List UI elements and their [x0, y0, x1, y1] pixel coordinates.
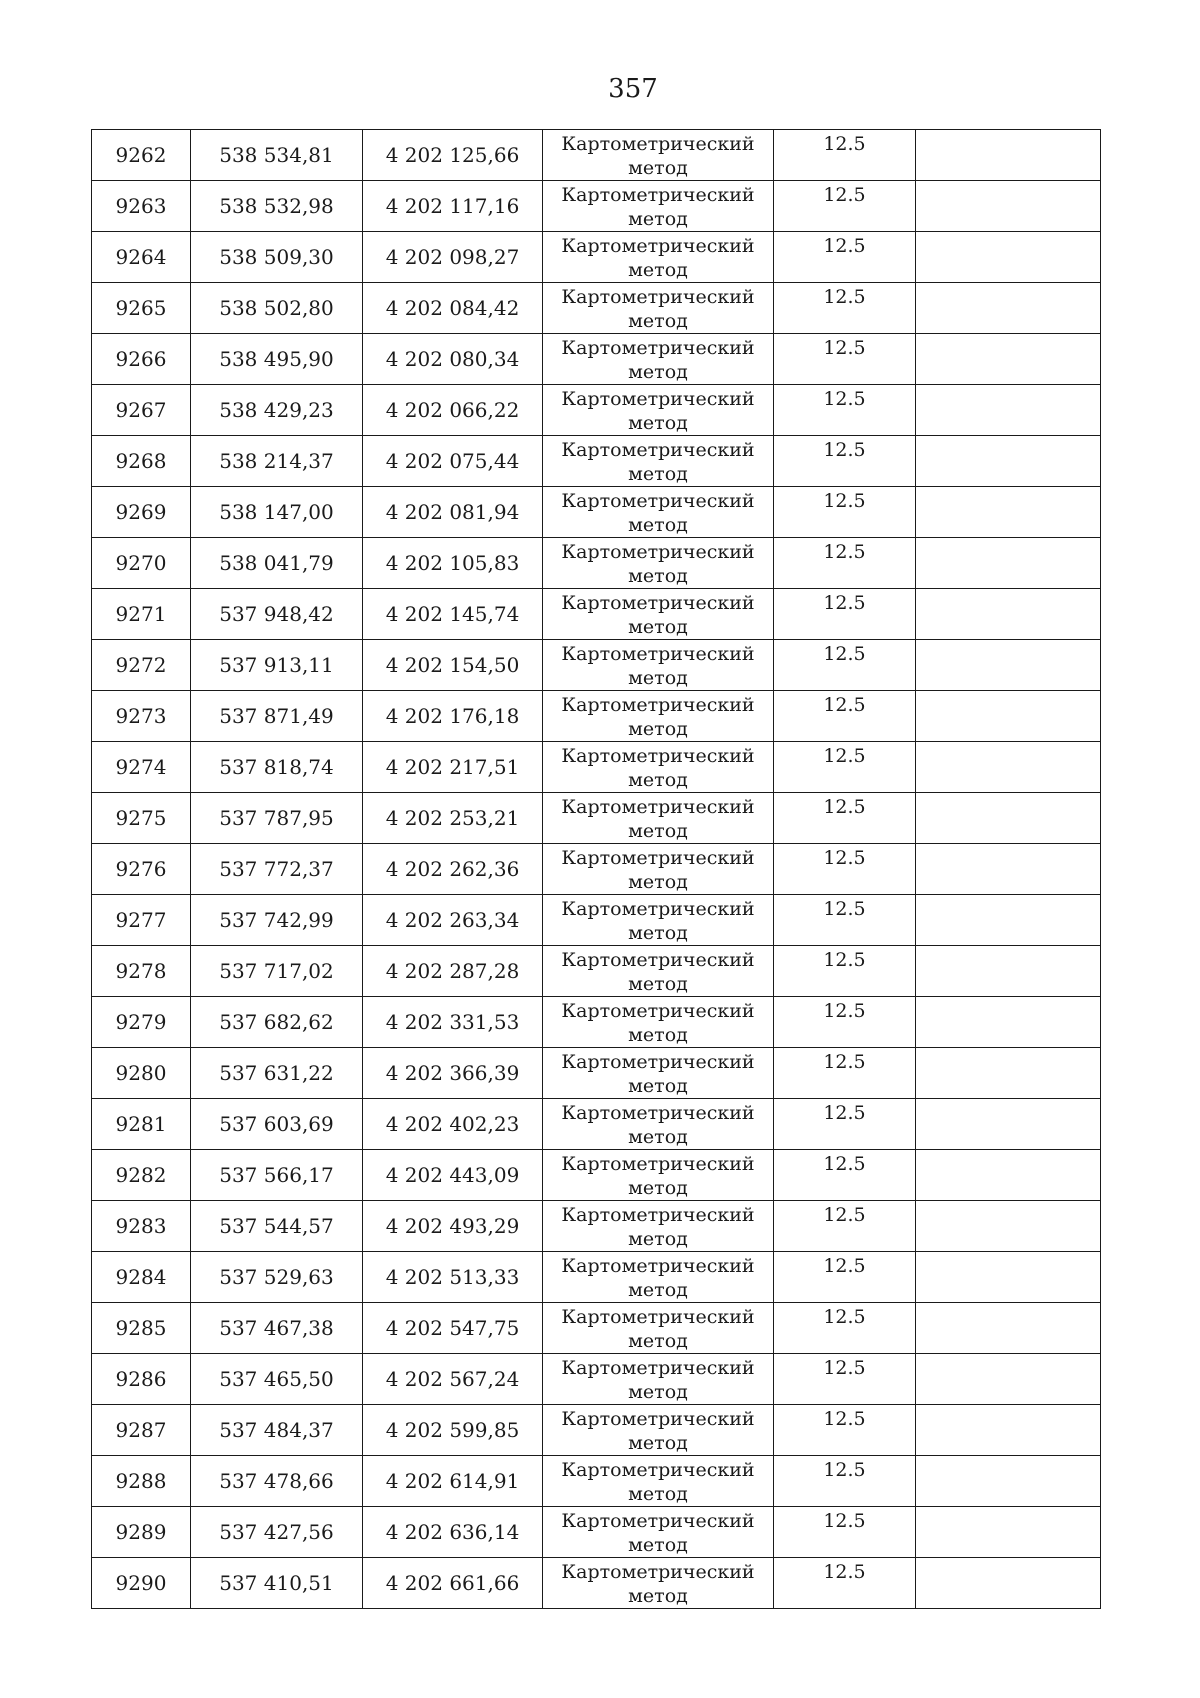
accuracy-cell: 12.5 [774, 1150, 916, 1201]
accuracy-cell: 12.5 [774, 487, 916, 538]
x-coordinate-cell: 538 429,23 [191, 385, 363, 436]
x-coordinate-cell: 537 631,22 [191, 1048, 363, 1099]
table-row [92, 589, 1101, 640]
y-coordinate-cell: 4 202 599,85 [363, 1405, 543, 1456]
method-line-1: Картометрический [561, 439, 755, 461]
table-row [92, 487, 1101, 538]
coordinates-table [91, 129, 1101, 1609]
x-coordinate-cell: 537 717,02 [191, 946, 363, 997]
accuracy-cell: 12.5 [774, 1354, 916, 1405]
method-line-1: Картометрический [561, 235, 755, 257]
accuracy-cell: 12.5 [774, 181, 916, 232]
method-cell [543, 1252, 774, 1303]
y-coordinate-cell: 4 202 493,29 [363, 1201, 543, 1252]
method-line-2: метод [628, 718, 688, 740]
page-number: 357 [608, 74, 658, 104]
y-coordinate-cell: 4 202 661,66 [363, 1558, 543, 1609]
x-coordinate-cell: 537 465,50 [191, 1354, 363, 1405]
y-coordinate-cell: 4 202 614,91 [363, 1456, 543, 1507]
table-row [92, 1303, 1101, 1354]
y-coordinate-cell: 4 202 217,51 [363, 742, 543, 793]
method-cell [543, 946, 774, 997]
table-row [92, 691, 1101, 742]
accuracy-cell: 12.5 [774, 793, 916, 844]
method-line-1: Картометрический [561, 1000, 755, 1022]
method-line-2: метод [628, 259, 688, 281]
note-cell [916, 1252, 1101, 1303]
y-coordinate-cell: 4 202 084,42 [363, 283, 543, 334]
x-coordinate-cell: 538 534,81 [191, 130, 363, 181]
y-coordinate-cell: 4 202 402,23 [363, 1099, 543, 1150]
method-line-1: Картометрический [561, 1408, 755, 1430]
note-cell [916, 1354, 1101, 1405]
method-line-2: метод [628, 922, 688, 944]
table-row [92, 232, 1101, 283]
table-row [92, 181, 1101, 232]
note-cell [916, 334, 1101, 385]
accuracy-cell: 12.5 [774, 1456, 916, 1507]
x-coordinate-cell: 537 467,38 [191, 1303, 363, 1354]
accuracy-cell: 12.5 [774, 946, 916, 997]
accuracy-cell: 12.5 [774, 895, 916, 946]
table-row [92, 1558, 1101, 1609]
point-number-cell: 9288 [92, 1456, 191, 1507]
y-coordinate-cell: 4 202 176,18 [363, 691, 543, 742]
method-line-1: Картометрический [561, 745, 755, 767]
y-coordinate-cell: 4 202 125,66 [363, 130, 543, 181]
point-number-cell: 9265 [92, 283, 191, 334]
y-coordinate-cell: 4 202 443,09 [363, 1150, 543, 1201]
method-line-1: Картометрический [561, 898, 755, 920]
x-coordinate-cell: 537 948,42 [191, 589, 363, 640]
method-cell [543, 1456, 774, 1507]
note-cell [916, 691, 1101, 742]
method-cell [543, 1099, 774, 1150]
method-cell [543, 436, 774, 487]
method-line-2: метод [628, 973, 688, 995]
y-coordinate-cell: 4 202 098,27 [363, 232, 543, 283]
accuracy-cell: 12.5 [774, 1099, 916, 1150]
point-number-cell: 9279 [92, 997, 191, 1048]
y-coordinate-cell: 4 202 262,36 [363, 844, 543, 895]
accuracy-cell: 12.5 [774, 130, 916, 181]
accuracy-cell: 12.5 [774, 844, 916, 895]
method-line-1: Картометрический [561, 796, 755, 818]
method-line-1: Картометрический [561, 490, 755, 512]
note-cell [916, 385, 1101, 436]
method-line-2: метод [628, 1126, 688, 1148]
accuracy-cell: 12.5 [774, 1201, 916, 1252]
point-number-cell: 9287 [92, 1405, 191, 1456]
point-number-cell: 9270 [92, 538, 191, 589]
method-cell [543, 385, 774, 436]
point-number-cell: 9275 [92, 793, 191, 844]
method-line-2: метод [628, 310, 688, 332]
method-cell [543, 691, 774, 742]
method-cell [543, 538, 774, 589]
method-line-2: метод [628, 871, 688, 893]
x-coordinate-cell: 538 041,79 [191, 538, 363, 589]
table-row [92, 1507, 1101, 1558]
y-coordinate-cell: 4 202 366,39 [363, 1048, 543, 1099]
method-line-2: метод [628, 1585, 688, 1607]
note-cell [916, 1150, 1101, 1201]
method-line-2: метод [628, 1381, 688, 1403]
point-number-cell: 9269 [92, 487, 191, 538]
note-cell [916, 946, 1101, 997]
accuracy-cell: 12.5 [774, 742, 916, 793]
method-line-1: Картометрический [561, 286, 755, 308]
method-line-1: Картометрический [561, 133, 755, 155]
method-line-1: Картометрический [561, 1357, 755, 1379]
accuracy-cell: 12.5 [774, 1303, 916, 1354]
x-coordinate-cell: 537 529,63 [191, 1252, 363, 1303]
table-row [92, 997, 1101, 1048]
method-line-2: метод [628, 1228, 688, 1250]
x-coordinate-cell: 538 502,80 [191, 283, 363, 334]
accuracy-cell: 12.5 [774, 1507, 916, 1558]
method-line-1: Картометрический [561, 643, 755, 665]
accuracy-cell: 12.5 [774, 1252, 916, 1303]
accuracy-cell: 12.5 [774, 640, 916, 691]
method-line-2: метод [628, 565, 688, 587]
x-coordinate-cell: 537 427,56 [191, 1507, 363, 1558]
accuracy-cell: 12.5 [774, 691, 916, 742]
y-coordinate-cell: 4 202 513,33 [363, 1252, 543, 1303]
x-coordinate-cell: 537 682,62 [191, 997, 363, 1048]
point-number-cell: 9283 [92, 1201, 191, 1252]
x-coordinate-cell: 538 532,98 [191, 181, 363, 232]
point-number-cell: 9276 [92, 844, 191, 895]
table-row [92, 742, 1101, 793]
method-cell [543, 640, 774, 691]
x-coordinate-cell: 537 913,11 [191, 640, 363, 691]
y-coordinate-cell: 4 202 105,83 [363, 538, 543, 589]
method-cell [543, 232, 774, 283]
method-line-1: Картометрический [561, 1306, 755, 1328]
method-line-1: Картометрический [561, 949, 755, 971]
note-cell [916, 1507, 1101, 1558]
y-coordinate-cell: 4 202 253,21 [363, 793, 543, 844]
table-row [92, 1099, 1101, 1150]
x-coordinate-cell: 537 742,99 [191, 895, 363, 946]
method-cell [543, 334, 774, 385]
coordinates-table-body [92, 130, 1101, 1609]
method-line-1: Картометрический [561, 1510, 755, 1532]
note-cell [916, 1099, 1101, 1150]
table-row [92, 283, 1101, 334]
method-line-2: метод [628, 667, 688, 689]
x-coordinate-cell: 537 603,69 [191, 1099, 363, 1150]
method-line-1: Картометрический [561, 1051, 755, 1073]
note-cell [916, 436, 1101, 487]
accuracy-cell: 12.5 [774, 334, 916, 385]
accuracy-cell: 12.5 [774, 1558, 916, 1609]
y-coordinate-cell: 4 202 117,16 [363, 181, 543, 232]
point-number-cell: 9285 [92, 1303, 191, 1354]
point-number-cell: 9290 [92, 1558, 191, 1609]
point-number-cell: 9282 [92, 1150, 191, 1201]
point-number-cell: 9266 [92, 334, 191, 385]
x-coordinate-cell: 537 871,49 [191, 691, 363, 742]
table-row [92, 1201, 1101, 1252]
note-cell [916, 997, 1101, 1048]
table-row [92, 1354, 1101, 1405]
note-cell [916, 640, 1101, 691]
method-line-2: метод [628, 820, 688, 842]
method-line-2: метод [628, 157, 688, 179]
point-number-cell: 9268 [92, 436, 191, 487]
table-row [92, 1252, 1101, 1303]
method-line-1: Картометрический [561, 1153, 755, 1175]
method-line-1: Картометрический [561, 1255, 755, 1277]
point-number-cell: 9262 [92, 130, 191, 181]
y-coordinate-cell: 4 202 547,75 [363, 1303, 543, 1354]
method-line-2: метод [628, 1330, 688, 1352]
table-row [92, 895, 1101, 946]
method-cell [543, 1201, 774, 1252]
note-cell [916, 487, 1101, 538]
method-line-1: Картометрический [561, 592, 755, 614]
note-cell [916, 130, 1101, 181]
note-cell [916, 283, 1101, 334]
note-cell [916, 538, 1101, 589]
x-coordinate-cell: 538 147,00 [191, 487, 363, 538]
accuracy-cell: 12.5 [774, 1405, 916, 1456]
x-coordinate-cell: 538 214,37 [191, 436, 363, 487]
method-line-2: метод [628, 412, 688, 434]
point-number-cell: 9278 [92, 946, 191, 997]
y-coordinate-cell: 4 202 081,94 [363, 487, 543, 538]
method-cell [543, 181, 774, 232]
method-line-1: Картометрический [561, 1204, 755, 1226]
method-line-1: Картометрический [561, 1459, 755, 1481]
method-cell [543, 1405, 774, 1456]
point-number-cell: 9281 [92, 1099, 191, 1150]
point-number-cell: 9267 [92, 385, 191, 436]
table-row [92, 640, 1101, 691]
table-row [92, 946, 1101, 997]
y-coordinate-cell: 4 202 263,34 [363, 895, 543, 946]
method-line-1: Картометрический [561, 388, 755, 410]
table-row [92, 1048, 1101, 1099]
method-line-2: метод [628, 463, 688, 485]
accuracy-cell: 12.5 [774, 232, 916, 283]
method-cell [543, 1354, 774, 1405]
y-coordinate-cell: 4 202 080,34 [363, 334, 543, 385]
method-line-1: Картометрический [561, 847, 755, 869]
point-number-cell: 9284 [92, 1252, 191, 1303]
method-line-2: метод [628, 514, 688, 536]
method-line-2: метод [628, 1534, 688, 1556]
method-cell [543, 997, 774, 1048]
accuracy-cell: 12.5 [774, 538, 916, 589]
method-cell [543, 1558, 774, 1609]
x-coordinate-cell: 537 566,17 [191, 1150, 363, 1201]
x-coordinate-cell: 537 484,37 [191, 1405, 363, 1456]
y-coordinate-cell: 4 202 145,74 [363, 589, 543, 640]
point-number-cell: 9277 [92, 895, 191, 946]
method-line-2: метод [628, 769, 688, 791]
table-row [92, 1405, 1101, 1456]
method-line-2: метод [628, 1024, 688, 1046]
method-cell [543, 283, 774, 334]
method-line-1: Картометрический [561, 694, 755, 716]
table-row [92, 538, 1101, 589]
method-cell [543, 844, 774, 895]
note-cell [916, 844, 1101, 895]
accuracy-cell: 12.5 [774, 589, 916, 640]
method-line-1: Картометрический [561, 1102, 755, 1124]
method-cell [543, 130, 774, 181]
y-coordinate-cell: 4 202 567,24 [363, 1354, 543, 1405]
x-coordinate-cell: 537 544,57 [191, 1201, 363, 1252]
x-coordinate-cell: 537 410,51 [191, 1558, 363, 1609]
method-cell [543, 1150, 774, 1201]
point-number-cell: 9263 [92, 181, 191, 232]
note-cell [916, 742, 1101, 793]
note-cell [916, 1048, 1101, 1099]
table-row [92, 385, 1101, 436]
method-cell [543, 1048, 774, 1099]
method-line-2: метод [628, 1177, 688, 1199]
note-cell [916, 1201, 1101, 1252]
point-number-cell: 9264 [92, 232, 191, 283]
x-coordinate-cell: 537 787,95 [191, 793, 363, 844]
y-coordinate-cell: 4 202 154,50 [363, 640, 543, 691]
point-number-cell: 9273 [92, 691, 191, 742]
accuracy-cell: 12.5 [774, 1048, 916, 1099]
method-cell [543, 1507, 774, 1558]
note-cell [916, 232, 1101, 283]
method-line-1: Картометрический [561, 337, 755, 359]
y-coordinate-cell: 4 202 636,14 [363, 1507, 543, 1558]
table-row [92, 130, 1101, 181]
method-cell [543, 895, 774, 946]
method-cell [543, 589, 774, 640]
table-row [92, 1456, 1101, 1507]
x-coordinate-cell: 537 772,37 [191, 844, 363, 895]
method-line-2: метод [628, 616, 688, 638]
table-row [92, 844, 1101, 895]
x-coordinate-cell: 538 509,30 [191, 232, 363, 283]
method-line-2: метод [628, 361, 688, 383]
accuracy-cell: 12.5 [774, 283, 916, 334]
method-line-1: Картометрический [561, 1561, 755, 1583]
table-row [92, 1150, 1101, 1201]
point-number-cell: 9280 [92, 1048, 191, 1099]
point-number-cell: 9286 [92, 1354, 191, 1405]
method-line-2: метод [628, 1432, 688, 1454]
point-number-cell: 9274 [92, 742, 191, 793]
point-number-cell: 9272 [92, 640, 191, 691]
method-cell [543, 487, 774, 538]
note-cell [916, 895, 1101, 946]
method-cell [543, 793, 774, 844]
x-coordinate-cell: 537 818,74 [191, 742, 363, 793]
table-row [92, 436, 1101, 487]
y-coordinate-cell: 4 202 287,28 [363, 946, 543, 997]
note-cell [916, 1558, 1101, 1609]
note-cell [916, 1405, 1101, 1456]
accuracy-cell: 12.5 [774, 436, 916, 487]
x-coordinate-cell: 537 478,66 [191, 1456, 363, 1507]
point-number-cell: 9289 [92, 1507, 191, 1558]
accuracy-cell: 12.5 [774, 385, 916, 436]
method-cell [543, 1303, 774, 1354]
table-row [92, 793, 1101, 844]
method-line-1: Картометрический [561, 184, 755, 206]
method-line-2: метод [628, 1483, 688, 1505]
method-cell [543, 742, 774, 793]
x-coordinate-cell: 538 495,90 [191, 334, 363, 385]
method-line-2: метод [628, 1075, 688, 1097]
method-line-2: метод [628, 1279, 688, 1301]
note-cell [916, 1456, 1101, 1507]
y-coordinate-cell: 4 202 075,44 [363, 436, 543, 487]
method-line-2: метод [628, 208, 688, 230]
table-row [92, 334, 1101, 385]
note-cell [916, 1303, 1101, 1354]
method-line-1: Картометрический [561, 541, 755, 563]
accuracy-cell: 12.5 [774, 997, 916, 1048]
y-coordinate-cell: 4 202 066,22 [363, 385, 543, 436]
note-cell [916, 793, 1101, 844]
note-cell [916, 181, 1101, 232]
y-coordinate-cell: 4 202 331,53 [363, 997, 543, 1048]
note-cell [916, 589, 1101, 640]
point-number-cell: 9271 [92, 589, 191, 640]
